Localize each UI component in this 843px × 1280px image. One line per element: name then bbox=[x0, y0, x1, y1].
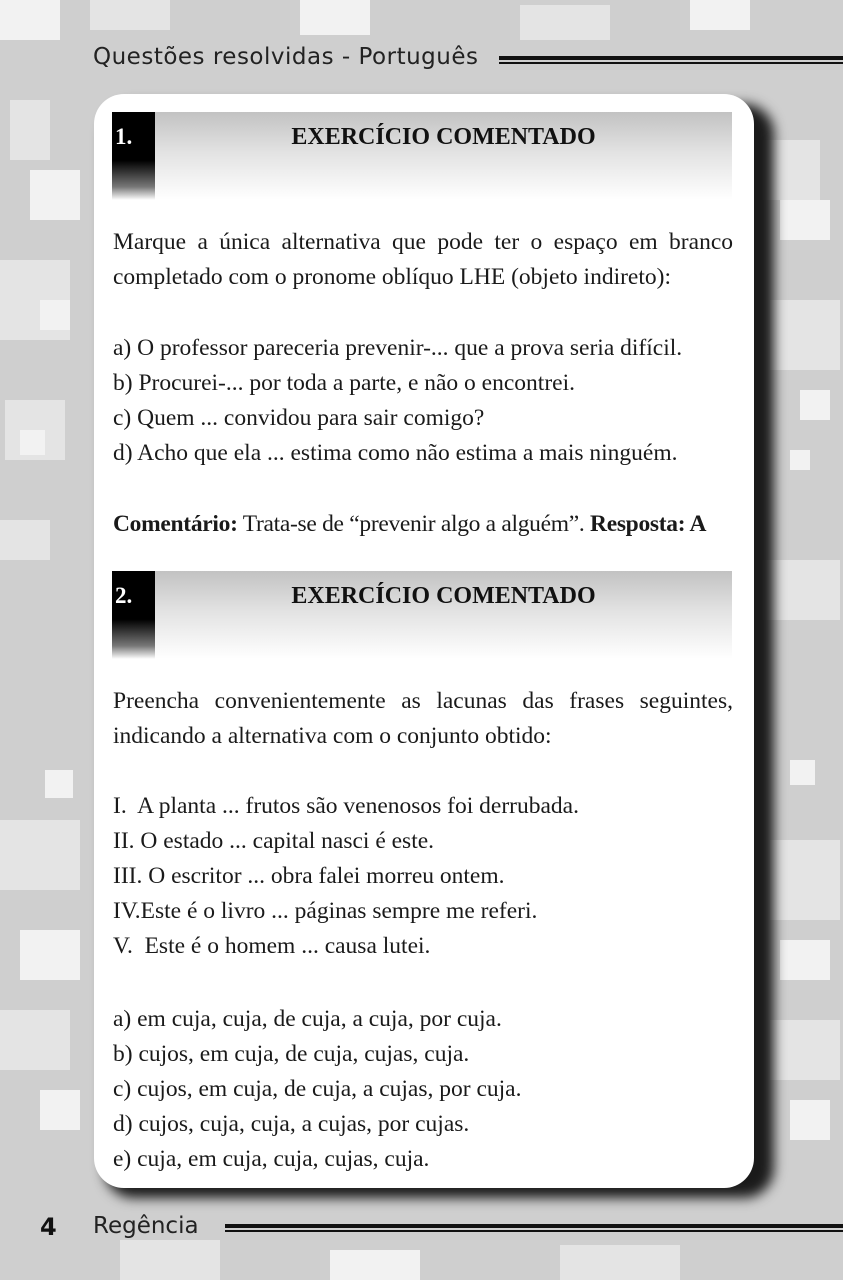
page-number: 4 bbox=[40, 1213, 57, 1241]
exercise-2-sentences bbox=[113, 789, 733, 964]
exercise-1-comment bbox=[113, 507, 733, 542]
option-c: c) cujos, em cuja, de cuja, a cujas, por cuja. bbox=[113, 1076, 522, 1102]
sentence-ii: II. O estado ... capital nasci é este. bbox=[113, 828, 435, 854]
exercise-1-question bbox=[113, 225, 733, 295]
exercise-1-number: 1. bbox=[115, 124, 133, 149]
question-line: Preencha convenientemente as lacunas das frases seguintes, bbox=[113, 688, 733, 714]
exercise-2-header bbox=[112, 571, 732, 659]
option-c: c) Quem ... convidou para sair comigo? bbox=[113, 405, 485, 431]
option-a: a) O professor pareceria prevenir-... que a prova seria difícil. bbox=[113, 335, 683, 361]
exercise-1-header bbox=[112, 112, 732, 200]
question-line: indicando a alternativa com o conjunto obtido: bbox=[113, 723, 552, 749]
question-line: completado com o pronome oblíquo LHE (objeto indireto): bbox=[113, 264, 671, 290]
sentence-v: V. Este é o homem ... causa lutei. bbox=[113, 933, 431, 959]
option-d: d) Acho que ela ... estima como não estima a mais ninguém. bbox=[113, 440, 678, 466]
option-b: b) cujos, em cuja, de cuja, cujas, cuja. bbox=[113, 1041, 470, 1067]
running-footer-section: Regência bbox=[93, 1213, 199, 1239]
option-a: a) em cuja, cuja, de cuja, a cuja, por cuja. bbox=[113, 1006, 502, 1032]
comment-label: Comentário: bbox=[113, 511, 238, 537]
option-e: e) cuja, em cuja, cuja, cujas, cuja. bbox=[113, 1146, 430, 1172]
exercise-1-options bbox=[113, 331, 733, 471]
exercise-2-number: 2. bbox=[115, 583, 133, 608]
sentence-iv: IV.Este é o livro ... páginas sempre me referi. bbox=[113, 898, 538, 924]
answer-label: Resposta: A bbox=[590, 511, 707, 537]
exercise-1-title: EXERCÍCIO COMENTADO bbox=[291, 124, 596, 150]
comment-text: Trata-se de “prevenir algo a alguém”. bbox=[237, 511, 591, 537]
exercise-2-question bbox=[113, 684, 733, 754]
exercise-2-number-box bbox=[112, 571, 155, 659]
sentence-i: I. A planta ... frutos são venenosos foi derrubada. bbox=[113, 793, 579, 819]
header-rule bbox=[499, 56, 843, 65]
option-b: b) Procurei-... por toda a parte, e não o encontrei. bbox=[113, 370, 575, 396]
footer-rule bbox=[225, 1224, 843, 1233]
question-line: Marque a única alternativa que pode ter o espaço em branco bbox=[113, 229, 733, 255]
running-header-title: Questões resolvidas - Português bbox=[93, 44, 479, 70]
option-d: d) cujos, cuja, cuja, a cujas, por cujas. bbox=[113, 1111, 470, 1137]
exercise-2-title: EXERCÍCIO COMENTADO bbox=[291, 583, 596, 609]
sentence-iii: III. O escritor ... obra falei morreu ontem. bbox=[113, 863, 505, 889]
exercise-1-number-box bbox=[112, 112, 155, 200]
exercise-2-options bbox=[113, 1002, 733, 1177]
